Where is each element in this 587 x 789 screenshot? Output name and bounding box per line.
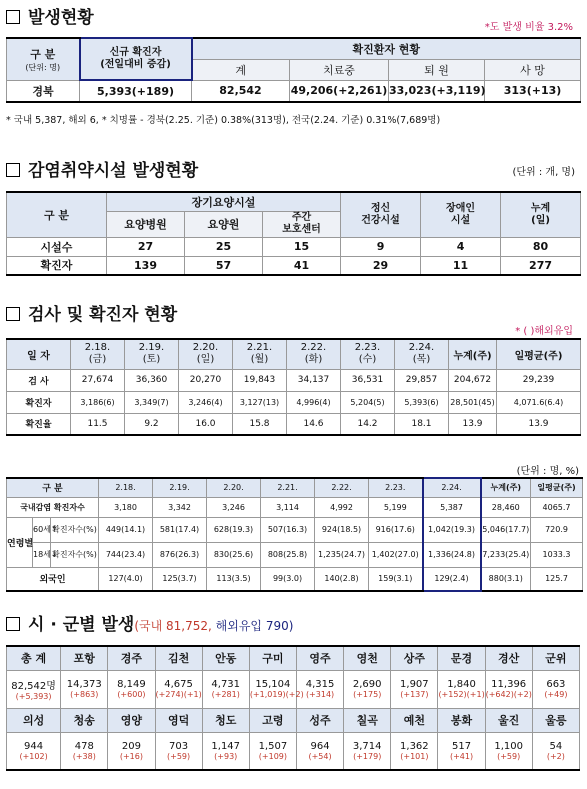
cell: 25	[185, 237, 263, 256]
date-weekday: (화)	[304, 354, 323, 366]
city-name: 봉화	[438, 708, 485, 732]
age-label: 60세↑	[33, 517, 51, 542]
city-name: 문경	[438, 646, 485, 670]
age-label: 18세↓	[33, 542, 51, 567]
city-name: 고령	[249, 708, 296, 732]
cell: 11	[421, 256, 501, 275]
city-increase: (+314)	[305, 690, 335, 699]
cell: 16.0	[179, 413, 233, 435]
cell: 4,071.6(6.4)	[497, 391, 581, 413]
city-increase: (+1,019)(+2)	[249, 690, 304, 699]
cell: 880(3.1)	[481, 567, 531, 591]
cell: 129(2.4)	[423, 567, 481, 591]
cell: 13.9	[449, 413, 497, 435]
header-discharge: 퇴 원	[389, 59, 485, 80]
header-cumulative: 누계(주)	[449, 339, 497, 369]
cell: 5,387	[423, 497, 481, 517]
date-weekday: (목)	[412, 354, 431, 366]
cell: 4,996(4)	[287, 391, 341, 413]
city-value-cell	[296, 732, 343, 770]
cell: 19,843	[233, 369, 287, 391]
city-name: 울릉	[532, 708, 579, 732]
city-increase: (+93)	[214, 751, 238, 761]
date-cell: 2.21.	[261, 478, 315, 497]
city-value-cell	[202, 670, 249, 708]
date-weekday: (수)	[358, 354, 377, 366]
status-table	[6, 37, 581, 103]
cell: 15.8	[233, 413, 287, 435]
cities-table	[6, 645, 580, 771]
date-cell	[179, 339, 233, 369]
date-weekday: (토)	[142, 354, 161, 366]
date-cell: 2.23.	[369, 478, 423, 497]
city-count: 82,542명	[11, 681, 56, 692]
city-increase: (+863)	[70, 690, 99, 699]
cell: 1033.3	[531, 542, 583, 567]
unit-note: (단위 : 개, 명)	[512, 167, 575, 178]
city-name: 김천	[155, 646, 202, 670]
city-name: 영양	[108, 708, 155, 732]
city-value-cell	[485, 670, 532, 708]
cell: 5,199	[369, 497, 423, 517]
header-gubun: 구 분	[7, 478, 99, 497]
cell: 41	[263, 256, 341, 275]
cell: 720.9	[531, 517, 583, 542]
city-value-cell	[296, 670, 343, 708]
header-nursinghome: 요양원	[185, 211, 263, 237]
cell: 29	[341, 256, 421, 275]
city-increase: (+38)	[72, 751, 96, 761]
city-value-row	[7, 732, 580, 770]
cell: 4065.7	[531, 497, 583, 517]
row-label: 국내감염 확진자수	[7, 497, 99, 517]
date-day: 2.18.	[84, 342, 111, 354]
cell: 628(19.3)	[207, 517, 261, 542]
city-value-cell	[108, 670, 155, 708]
header-daycare	[263, 211, 341, 237]
section-title-text: 검사 및 확진자 현황	[28, 305, 178, 325]
date-cell	[395, 339, 449, 369]
city-increase: (+600)	[117, 690, 146, 699]
city-count: 1,147	[211, 740, 241, 752]
city-name: 경산	[485, 646, 532, 670]
date-cell: 2.19.	[153, 478, 207, 497]
city-name: 칠곡	[344, 708, 391, 732]
table-row	[7, 517, 583, 542]
city-increase: (+102)	[19, 751, 48, 761]
cell: 125.7	[531, 567, 583, 591]
ratio-note: *도 발생 비율 3.2%	[484, 22, 573, 33]
section-title-tests	[6, 300, 177, 325]
cell: 125(3.7)	[153, 567, 207, 591]
cell: 5,393(6)	[395, 391, 449, 413]
header-death: 사 망	[485, 59, 581, 80]
date-cell: 2.18.	[99, 478, 153, 497]
date-cell	[287, 339, 341, 369]
city-increase: (+642)(+2)	[485, 690, 532, 699]
region-cell: 경북	[7, 80, 80, 102]
cell: 5,204(5)	[341, 391, 395, 413]
table-row	[7, 567, 583, 591]
cell: 4,992	[315, 497, 369, 517]
section-title-status	[6, 3, 94, 28]
value-total: 82,542	[192, 80, 290, 102]
cell: 14.2	[341, 413, 395, 435]
header-new: 신규 확진자	[109, 47, 162, 58]
city-value-cell	[391, 732, 438, 770]
cell: 507(16.3)	[261, 517, 315, 542]
cell: 3,246	[207, 497, 261, 517]
cell: 28,460	[481, 497, 531, 517]
header-mental-1: 정신	[370, 202, 391, 214]
table-row	[7, 497, 583, 517]
city-count: 11,396	[491, 679, 527, 690]
cell: 36,360	[125, 369, 179, 391]
row-label: 확진자	[7, 391, 71, 413]
header-disabled-2: 시설	[450, 214, 471, 226]
city-value-cell	[108, 732, 155, 770]
city-value-cell	[7, 670, 61, 708]
row-label: 확진자수(%)	[51, 517, 99, 542]
date-cell	[341, 339, 395, 369]
cell: 1,042(19.3)	[423, 517, 481, 542]
facilities-table	[6, 191, 581, 276]
date-cell: 2.20.	[207, 478, 261, 497]
city-count: 4,315	[305, 679, 335, 690]
city-count: 209	[121, 740, 141, 752]
city-increase: (+5,393)	[15, 692, 52, 701]
city-count: 1,100	[494, 740, 523, 752]
city-count: 1,507	[258, 740, 288, 752]
date-weekday: (금)	[88, 354, 107, 366]
city-count: 1,840	[447, 679, 476, 690]
cell: 57	[185, 256, 263, 275]
checkbox-icon	[6, 10, 20, 24]
cell: 18.1	[395, 413, 449, 435]
date-day: 2.19.	[138, 342, 165, 354]
city-count: 964	[310, 740, 330, 752]
header-cell	[7, 38, 80, 80]
header-gubun: 구 분	[30, 47, 56, 61]
cell: 3,246(4)	[179, 391, 233, 413]
cell: 1,402(27.0)	[369, 542, 423, 567]
date-day: 2.23.	[354, 342, 381, 354]
row-label: 시설수	[7, 237, 107, 256]
city-value-cell	[532, 670, 579, 708]
header-cum-1: 누계	[530, 202, 551, 214]
header-average: 일평균(주)	[497, 339, 581, 369]
city-value-cell	[391, 670, 438, 708]
value-new: 5,393(+189)	[80, 80, 192, 102]
overseas-note: * ( )해외유입	[515, 326, 573, 337]
city-name: 영천	[344, 646, 391, 670]
city-count: 517	[451, 740, 472, 752]
cell: 113(3.5)	[207, 567, 261, 591]
city-count: 944	[24, 740, 44, 752]
value-treat: 49,206(+2,261)	[290, 80, 389, 102]
cell: 13.9	[497, 413, 581, 435]
city-count: 14,373	[66, 679, 102, 690]
city-name: 성주	[296, 708, 343, 732]
city-increase: (+175)	[353, 690, 382, 699]
city-value-cell	[61, 670, 108, 708]
section-title-facilities	[6, 156, 198, 181]
row-group-label: 연령별	[7, 517, 33, 567]
fatality-footnote: * 국내 5,387, 해외 6, * 치명률 - 경북(2.25. 기준) 0.38%(313명), 전국(2.24. 기준) 0.31%(7,689명)	[6, 115, 441, 126]
cell: 3,186(6)	[71, 391, 125, 413]
cell: 29,857	[395, 369, 449, 391]
header-hospital: 요양병원	[107, 211, 185, 237]
table-row	[7, 542, 583, 567]
city-value-cell	[532, 732, 579, 770]
city-value-cell	[485, 732, 532, 770]
header-gubun: 구 분	[7, 192, 107, 237]
header-treat: 치료중	[290, 59, 389, 80]
city-name: 상주	[391, 646, 438, 670]
table-row	[7, 369, 581, 391]
city-increase: (+16)	[119, 751, 143, 761]
header-cell	[80, 38, 192, 80]
city-increase: (+59)	[167, 751, 191, 761]
header-group: 확진환자 현황	[192, 38, 581, 59]
value-discharge: 33,023(+3,119)	[389, 80, 485, 102]
date-cell-highlight: 2.24.	[423, 478, 481, 497]
unit-note: (단위 : 명, %)	[516, 466, 579, 477]
section-title-cities	[6, 610, 293, 635]
cell: 5,046(17.7)	[481, 517, 531, 542]
city-value-cell	[61, 732, 108, 770]
city-name: 울진	[485, 708, 532, 732]
city-count: 8,149	[117, 679, 146, 690]
cell: 1,336(24.8)	[423, 542, 481, 567]
cell: 80	[501, 237, 581, 256]
cell: 3,180	[99, 497, 153, 517]
date-day: 2.20.	[192, 342, 219, 354]
header-disabled	[421, 192, 501, 237]
cell: 581(17.4)	[153, 517, 207, 542]
city-count: 703	[169, 740, 189, 752]
cell: 7,233(25.4)	[481, 542, 531, 567]
value-death: 313(+13)	[485, 80, 581, 102]
header-new-sub: (전일대비 증감)	[100, 59, 171, 70]
header-day-2: 보호센터	[282, 224, 321, 235]
cell: 808(25.8)	[261, 542, 315, 567]
date-cell	[125, 339, 179, 369]
city-name: 영덕	[155, 708, 202, 732]
cell: 159(3.1)	[369, 567, 423, 591]
cell: 744(23.4)	[99, 542, 153, 567]
cell: 3,342	[153, 497, 207, 517]
city-value-cell	[438, 670, 485, 708]
city-count: 15,104	[255, 679, 291, 690]
city-value-cell	[155, 732, 202, 770]
header-day-1: 주간	[291, 212, 312, 223]
header-cumulative	[501, 192, 581, 237]
checkbox-icon	[6, 617, 20, 631]
checkbox-icon	[6, 163, 20, 177]
city-count: 3,714	[352, 740, 382, 752]
city-name-row	[7, 646, 580, 670]
city-increase: (+179)	[353, 751, 382, 761]
city-value-cell	[155, 670, 202, 708]
cell: 29,239	[497, 369, 581, 391]
cell: 28,501(45)	[449, 391, 497, 413]
city-name: 예천	[391, 708, 438, 732]
cell: 3,114	[261, 497, 315, 517]
city-count: 4,675	[164, 679, 193, 690]
table-row	[7, 391, 581, 413]
city-increase: (+49)	[544, 690, 568, 699]
cell: 11.5	[71, 413, 125, 435]
subtitle-overseas: 해외유입 790)	[215, 619, 294, 633]
cell: 1,235(24.7)	[315, 542, 369, 567]
cell: 9.2	[125, 413, 179, 435]
cell: 99(3.0)	[261, 567, 315, 591]
city-name: 영주	[296, 646, 343, 670]
city-count: 54	[549, 740, 563, 752]
city-name: 포항	[61, 646, 108, 670]
city-increase: (+54)	[308, 751, 332, 761]
cell: 3,349(7)	[125, 391, 179, 413]
cell: 14.6	[287, 413, 341, 435]
city-increase: (+2)	[546, 751, 565, 761]
city-name: 총 계	[7, 646, 61, 670]
date-day: 2.22.	[300, 342, 327, 354]
city-name: 청송	[61, 708, 108, 732]
cell: 204,672	[449, 369, 497, 391]
row-label: 확진자수(%)	[51, 542, 99, 567]
cell: 277	[501, 256, 581, 275]
city-increase: (+274)(+1)	[155, 690, 202, 699]
city-value-cell	[344, 732, 391, 770]
cell: 27	[107, 237, 185, 256]
row-label: 확진자	[7, 256, 107, 275]
cell: 20,270	[179, 369, 233, 391]
city-increase: (+152)(+1)	[438, 690, 485, 699]
header-cum-2: (일)	[531, 214, 550, 226]
header-disabled-1: 장애인	[446, 202, 476, 214]
cell: 449(14.1)	[99, 517, 153, 542]
date-cell	[71, 339, 125, 369]
cell: 876(26.3)	[153, 542, 207, 567]
city-name: 청도	[202, 708, 249, 732]
city-name: 안동	[202, 646, 249, 670]
subtitle-domestic: (국내 81,752,	[134, 619, 216, 633]
date-day: 2.24.	[408, 342, 435, 354]
checkbox-icon	[6, 307, 20, 321]
city-name: 구미	[249, 646, 296, 670]
tests-table	[6, 338, 581, 436]
city-count: 1,907	[400, 679, 429, 690]
date-cell: 2.22.	[315, 478, 369, 497]
cell: 36,531	[341, 369, 395, 391]
city-name: 군위	[532, 646, 579, 670]
cell: 127(4.0)	[99, 567, 153, 591]
cell: 15	[263, 237, 341, 256]
header-mental-2: 건강시설	[361, 214, 400, 226]
city-value-cell	[249, 670, 304, 708]
city-value-cell	[344, 670, 391, 708]
table-row	[7, 256, 581, 275]
header-mental	[341, 192, 421, 237]
city-name: 의성	[7, 708, 61, 732]
cell: 3,127(13)	[233, 391, 287, 413]
date-weekday: (일)	[196, 354, 215, 366]
city-count: 4,731	[211, 679, 241, 690]
city-count: 478	[74, 740, 94, 752]
row-label: 외국인	[7, 567, 99, 591]
cell: 830(25.6)	[207, 542, 261, 567]
city-value-cell	[249, 732, 296, 770]
city-value-cell	[438, 732, 485, 770]
header-date: 일 자	[7, 339, 71, 369]
table-row	[7, 237, 581, 256]
city-name-row	[7, 708, 580, 732]
header-longterm: 장기요양시설	[107, 192, 341, 211]
city-increase: (+59)	[497, 751, 521, 761]
cell: 34,137	[287, 369, 341, 391]
date-day: 2.21.	[246, 342, 273, 354]
city-value-cell	[7, 732, 61, 770]
city-count: 1,362	[400, 740, 429, 752]
cell: 4	[421, 237, 501, 256]
cell: 27,674	[71, 369, 125, 391]
row-label: 확진율	[7, 413, 71, 435]
header-cumulative: 누계(주)	[481, 478, 531, 497]
cell: 9	[341, 237, 421, 256]
city-increase: (+109)	[258, 751, 287, 761]
city-increase: (+281)	[211, 690, 240, 699]
table-row	[7, 413, 581, 435]
city-count: 663	[546, 679, 566, 690]
header-average: 일평균(주)	[531, 478, 583, 497]
city-increase: (+137)	[400, 690, 429, 699]
city-value-row	[7, 670, 580, 708]
section-title-text: 발생현황	[28, 8, 94, 28]
city-increase: (+101)	[400, 751, 429, 761]
city-increase: (+41)	[449, 751, 474, 761]
date-weekday: (월)	[250, 354, 269, 366]
city-name: 경주	[108, 646, 155, 670]
cell: 916(17.6)	[369, 517, 423, 542]
header-total: 계	[192, 59, 290, 80]
age-table	[6, 477, 583, 592]
cell: 924(18.5)	[315, 517, 369, 542]
city-value-cell	[202, 732, 249, 770]
row-label: 검 사	[7, 369, 71, 391]
header-unit: (단위: 명)	[25, 62, 61, 72]
cell: 139	[107, 256, 185, 275]
date-cell	[233, 339, 287, 369]
cell: 140(2.8)	[315, 567, 369, 591]
section-title-text: 감염취약시설 발생현황	[28, 161, 199, 181]
section-title-text: 시 · 군별 발생	[28, 615, 135, 635]
city-count: 2,690	[352, 679, 382, 690]
